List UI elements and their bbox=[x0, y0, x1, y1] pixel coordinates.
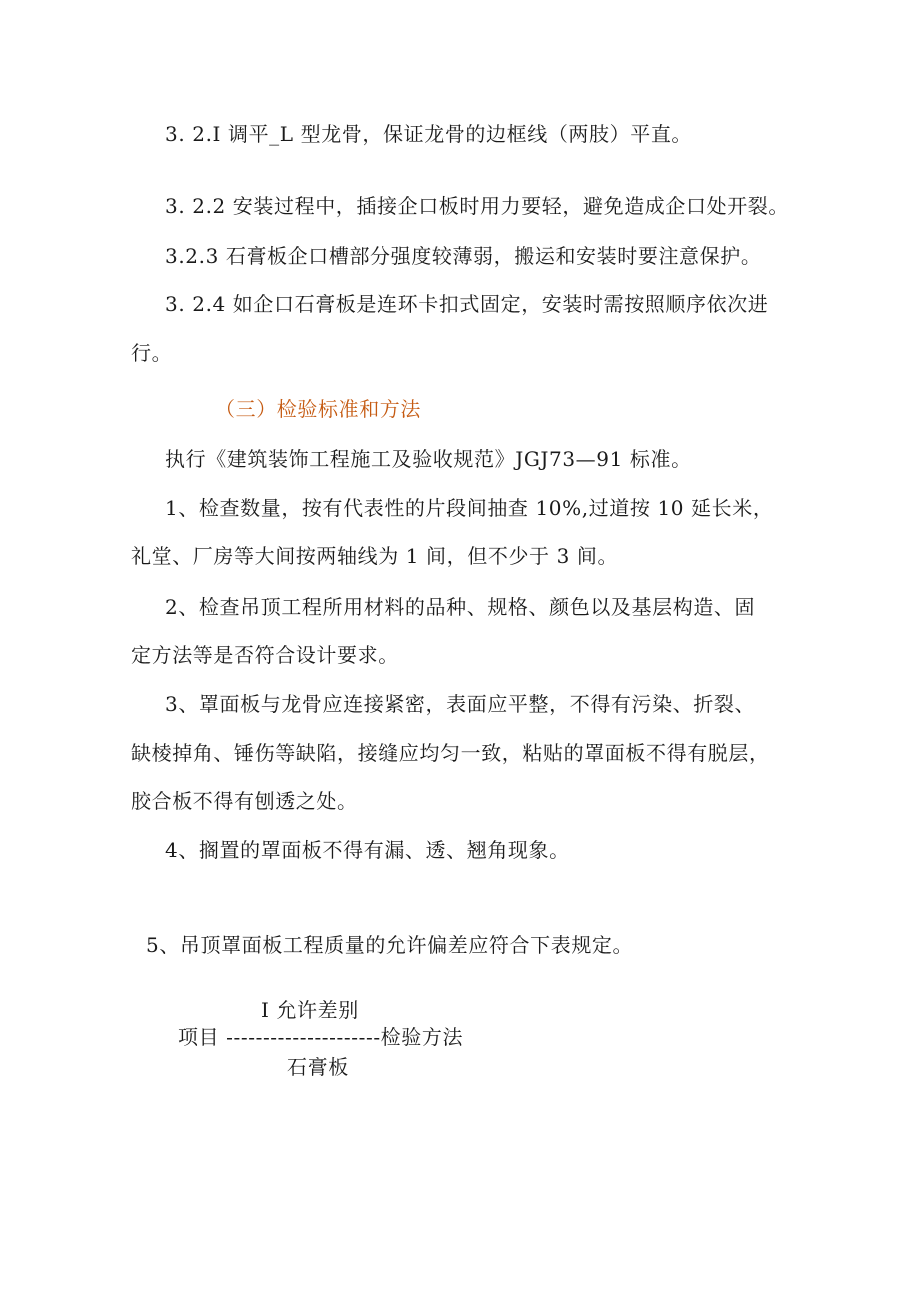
para-3-2-3: 3.2.3 石膏板企口槽部分强度较薄弱，搬运和安装时要注意保护。 bbox=[165, 244, 762, 268]
table-header-row: 项目 ---------------------检验方法 bbox=[178, 1025, 464, 1049]
item-3-line1: 3、罩面板与龙骨应连接紧密，表面应平整，不得有污染、折裂、 bbox=[165, 692, 756, 716]
item-5: 5、吊顶罩面板工程质量的允许偏差应符合下表规定。 bbox=[146, 933, 634, 957]
item-3-line3: 胶合板不得有刨透之处。 bbox=[131, 789, 358, 813]
para-3-2-2: 3. 2.2 安装过程中，插接企口板时用力要轻，避免造成企口处开裂。 bbox=[165, 194, 790, 218]
item-2-line2: 定方法等是否符合设计要求。 bbox=[131, 643, 399, 667]
section-heading: （三）检验标准和方法 bbox=[215, 397, 421, 421]
standard-reference: 执行《建筑装饰工程施工及验收规范》JGJ73—91 标准。 bbox=[165, 447, 692, 471]
item-1-line1: 1、检查数量，按有代表性的片段间抽查 10%,过道按 10 延长米， bbox=[165, 496, 774, 520]
para-3-2-1: 3. 2.I 调平_L 型龙骨，保证龙骨的边框线（两肢）平直。 bbox=[165, 122, 693, 146]
item-1-line2: 礼堂、厂房等大间按两轴线为 1 间，但不少于 3 间。 bbox=[131, 544, 619, 568]
para-3-2-4-line2: 行。 bbox=[131, 341, 173, 365]
table-header-material: 石膏板 bbox=[287, 1055, 349, 1079]
para-3-2-4-line1: 3. 2.4 如企口石膏板是连环卡扣式固定，安装时需按照顺序依次进 bbox=[165, 292, 769, 316]
item-3-line2: 缺棱掉角、锤伤等缺陷，接缝应均匀一致，粘贴的罩面板不得有脱层， bbox=[131, 741, 770, 765]
item-2-line1: 2、检查吊顶工程所用材料的品种、规格、颜色以及基层构造、固 bbox=[165, 595, 756, 619]
item-4: 4、搁置的罩面板不得有漏、透、翘角现象。 bbox=[165, 838, 570, 862]
table-header-allowance: I 允许差别 bbox=[261, 998, 359, 1022]
